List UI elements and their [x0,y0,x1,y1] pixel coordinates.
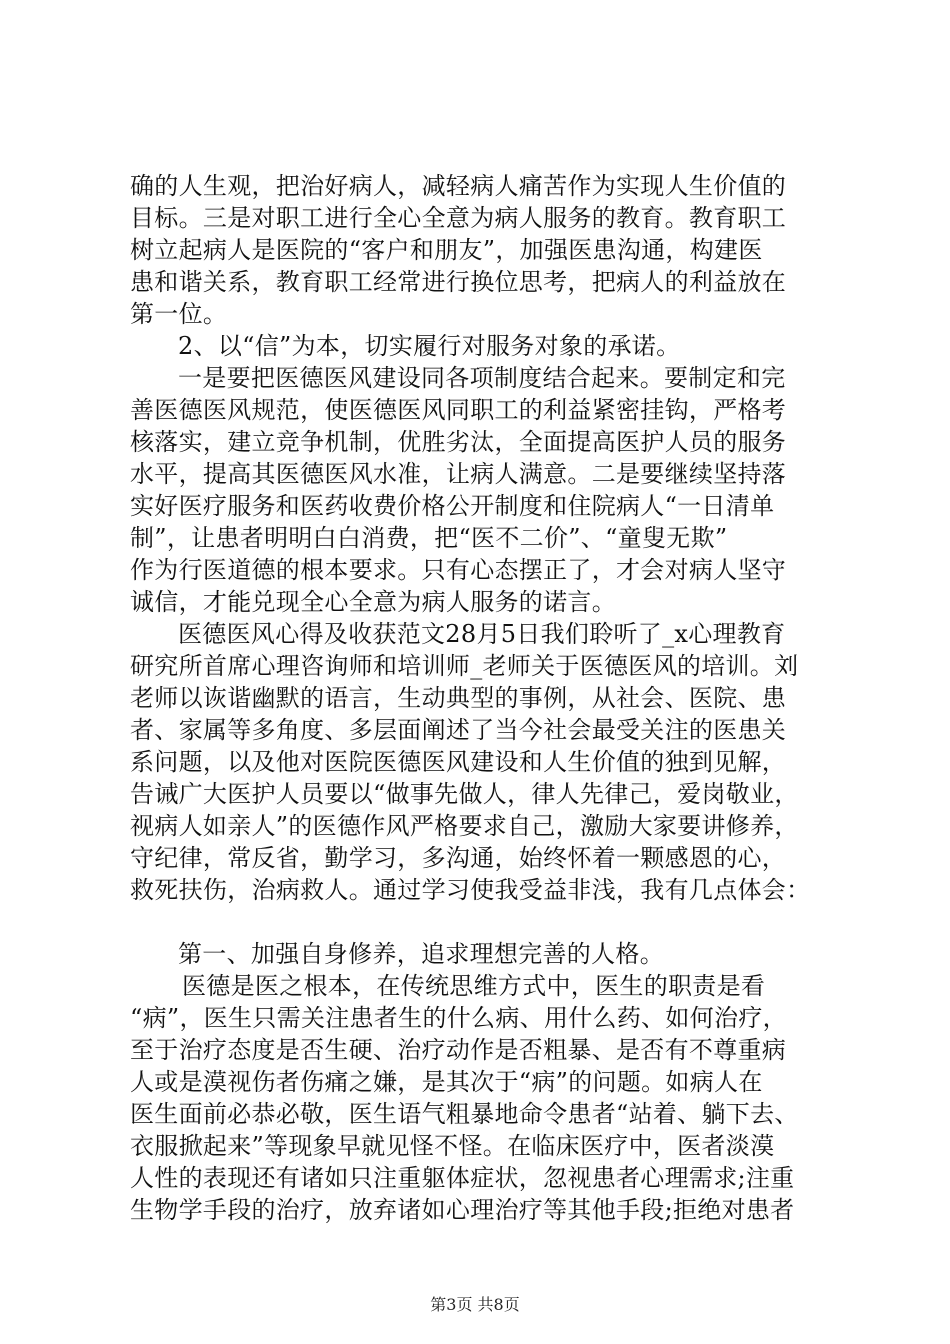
text-line: 视病人如亲人”的医德作风严格要求自己，激励大家要讲修养， [130,812,799,840]
text-line: 一是要把医德医风建设同各项制度结合起来。要制定和完 [178,364,786,392]
text-line: 善医德医风规范，使医德医风同职工的利益紧密挂钩，严格考 [130,396,787,424]
text-line: 水平，提高其医德医风水准，让病人满意。二是要继续坚持落 [130,460,787,488]
text-line: 患和谐关系，教育职工经常进行换位思考，把病人的利益放在 [130,268,787,296]
text-line: 至于治疗态度是否生硬、治疗动作是否粗暴、是否有不尊重病 [130,1036,787,1064]
text-line: 核落实，建立竞争机制，优胜劣汰，全面提高医护人员的服务 [130,428,787,456]
text-line: 医德医风心得及收获范文28月5日我们聆听了_x心理教育 [178,620,786,648]
text-line: 研究所首席心理咨询师和培训师_老师关于医德医风的培训。刘 [130,652,799,680]
text-line: 实好医疗服务和医药收费价格公开制度和住院病人“一日清单 [130,492,775,520]
text-line: 救死扶伤，治病救人。通过学习使我受益非浅，我有几点体会： [130,876,811,904]
text-line: 诚信，才能兑现全心全意为病人服务的诺言。 [130,588,616,616]
text-line: 树立起病人是医院的“客户和朋友”，加强医患沟通，构建医 [130,236,763,264]
text-line: 目标。三是对职工进行全心全意为病人服务的教育。教育职工 [130,204,787,232]
text-line: 医生面前必恭必敬，医生语气粗暴地命令患者“站着、躺下去、 [130,1100,799,1128]
section-heading: 第一、加强自身修养，追求理想完善的人格。 [178,940,664,968]
section-heading: 2、以“信”为本，切实履行对服务对象的承诺。 [178,332,681,360]
text-line: 衣服掀起来”等现象早就见怪不怪。在临床医疗中，医者淡漠 [130,1132,775,1160]
text-line: 老师以诙谐幽默的语言，生动典型的事例，从社会、医院、患 [130,684,787,712]
document-body [130,170,830,1226]
text-line: 人性的表现还有诸如只注重躯体症状，忽视患者心理需求;注重 [130,1164,795,1192]
text-line: 告诫广大医护人员要以“做事先做人，律人先律己，爱岗敬业， [130,780,799,808]
text-line: 制”，让患者明明白白消费，把“医不二价”、“童叟无欺” [130,524,728,552]
text-line: 生物学手段的治疗，放弃诸如心理治疗等其他手段;拒绝对患者 [130,1196,795,1224]
text-line: 守纪律，常反省，勤学习，多沟通，始终怀着一颗感恩的心， [130,844,787,872]
paragraph-gap [130,906,830,938]
text-line: 确的人生观，把治好病人，减轻病人痛苦作为实现人生价值的 [130,172,787,200]
text-line: 第一位。 [130,300,228,328]
text-line: 作为行医道德的根本要求。只有心态摆正了，才会对病人坚守 [130,556,787,584]
text-line: 人或是漠视伤者伤痛之嫌，是其次于“病”的问题。如病人在 [130,1068,763,1096]
text-line: 者、家属等多角度、多层面阐述了当今社会最受关注的医患关 [130,716,787,744]
text-line: “病”，医生只需关注患者生的什么病、用什么药、如何治疗， [130,1004,787,1032]
page-number-footer: 第3页 共8页 [430,1295,520,1314]
text-line: 系问题，以及他对医院医德医风建设和人生价值的独到见解， [130,748,787,776]
text-line: 医德是医之根本，在传统思维方式中，医生的职责是看 [182,972,766,1000]
